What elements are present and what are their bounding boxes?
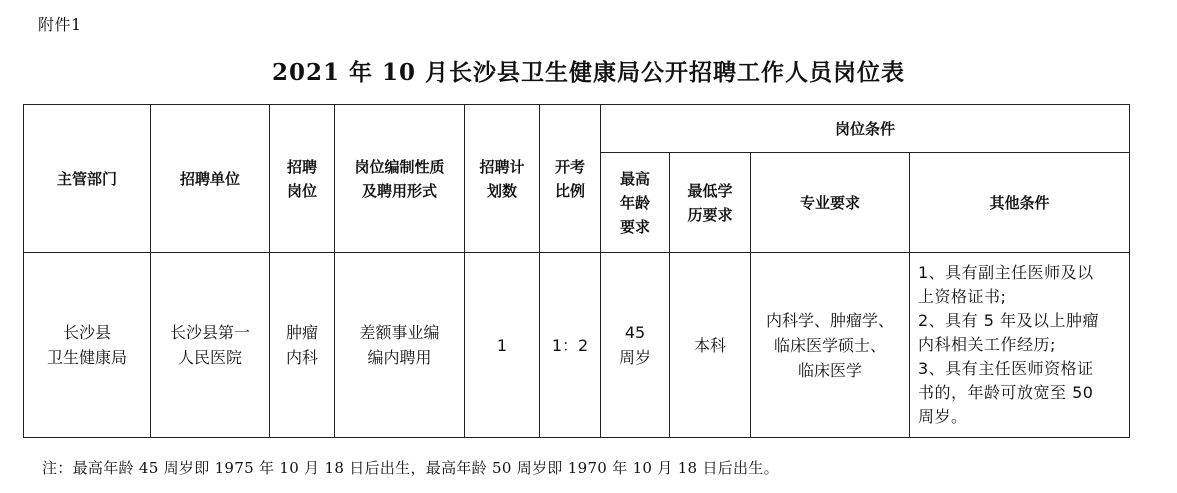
cell-major-line: 临床医学硕士、: [773, 335, 886, 355]
cell-min-edu: 本科: [670, 253, 751, 438]
header-max-age-line: 要求: [619, 217, 650, 236]
cell-unit-line: 人民医院: [177, 348, 242, 367]
cell-nature: [335, 253, 465, 438]
cell-ratio: 1：2: [540, 253, 601, 438]
cell-max-age-line: 45: [624, 323, 646, 342]
cell-other-line: 3、具有主任医师资格证: [918, 359, 1094, 378]
header-max-age: [601, 153, 670, 253]
cell-dept-line: 长沙县: [62, 323, 111, 342]
cell-other: [910, 253, 1130, 438]
footnote: 注：最高年龄 45 周岁即 1975 年 10 月 18 日后出生，最高年龄 50 周岁即 1970 年 10 月 18 日后出生。: [42, 459, 779, 477]
header-dept: 主管部门: [24, 105, 151, 253]
cell-post-line: 内科: [285, 348, 318, 367]
cell-count: 1: [465, 253, 540, 438]
cell-other-line: 1、具有副主任医师及以: [918, 263, 1094, 282]
header-min-edu: [670, 153, 751, 253]
cell-other-line: 周岁。: [918, 407, 968, 426]
header-post-line: 招聘: [286, 157, 317, 176]
header-count: [465, 105, 540, 253]
cell-major-line: 内科学、肿瘤学、: [765, 310, 894, 330]
cell-max-age-line: 周岁: [618, 348, 651, 367]
header-count-line: 划数: [486, 181, 517, 200]
header-post-line: 岗位: [286, 181, 317, 200]
cell-dept: [24, 253, 151, 438]
cell-other-line: 2、具有 5 年及以上肿瘤: [918, 311, 1100, 330]
header-major: 专业要求: [751, 153, 910, 253]
table-row: [24, 253, 1130, 438]
cell-nature-line: 差额事业编: [359, 323, 440, 342]
cell-dept-line: 卫生健康局: [46, 348, 127, 367]
cell-other-line: 内科相关工作经历;: [918, 335, 1056, 354]
header-post: [270, 105, 335, 253]
header-conditions-group: 岗位条件: [601, 105, 1130, 153]
attachment-label: 附件1: [38, 15, 82, 34]
header-ratio-line: 比例: [554, 181, 585, 200]
header-min-edu-line: 最低学: [687, 181, 733, 200]
cell-major-line: 临床医学: [797, 360, 862, 380]
positions-table-wrapper: [23, 104, 1129, 437]
header-min-edu-line: 历要求: [687, 205, 733, 224]
header-other: 其他条件: [910, 153, 1130, 253]
cell-other-line: 书的，年龄可放宽至 50: [918, 383, 1094, 402]
cell-major: [751, 253, 910, 438]
cell-unit: [151, 253, 270, 438]
cell-max-age: [601, 253, 670, 438]
header-nature: [335, 105, 465, 253]
header-ratio: [540, 105, 601, 253]
cell-post: [270, 253, 335, 438]
header-nature-line: 及聘用形式: [361, 181, 437, 200]
cell-post-line: 肿瘤: [285, 323, 318, 342]
header-ratio-line: 开考: [554, 157, 585, 176]
cell-unit-line: 长沙县第一: [169, 323, 250, 342]
page-title: 2021 年 10 月长沙县卫生健康局公开招聘工作人员岗位表: [271, 59, 906, 86]
header-unit: 招聘单位: [151, 105, 270, 253]
cell-other-line: 上资格证书;: [918, 287, 1007, 306]
positions-table: [23, 104, 1130, 438]
header-max-age-line: 年龄: [619, 193, 650, 212]
header-max-age-line: 最高: [619, 169, 650, 188]
header-nature-line: 岗位编制性质: [354, 157, 445, 176]
cell-nature-line: 编内聘用: [367, 348, 432, 367]
header-count-line: 招聘计: [479, 157, 525, 176]
